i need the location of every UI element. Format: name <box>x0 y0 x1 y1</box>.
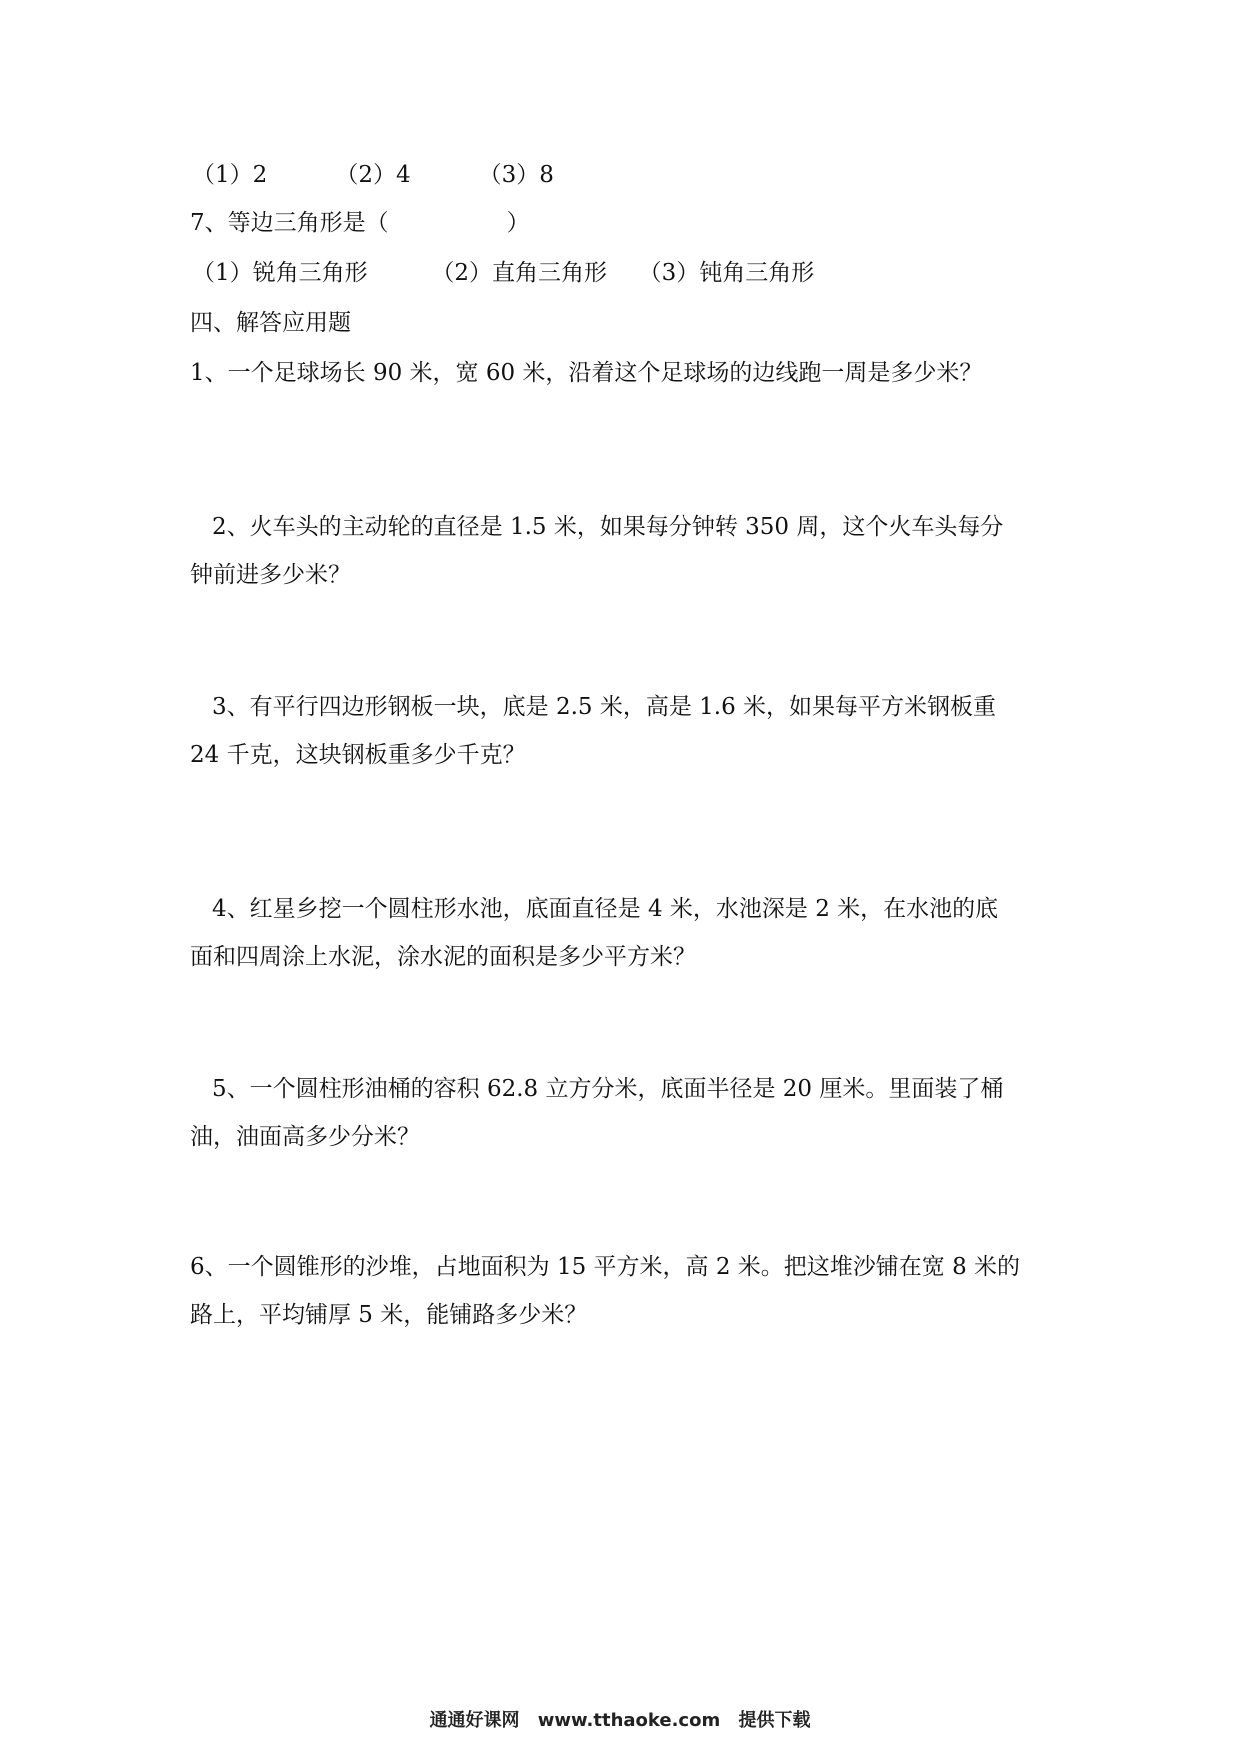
q7-option-1: （1）锐角三角形 <box>192 260 368 286</box>
problem-6-line-1: 6、一个圆锥形的沙堆，占地面积为 15 平方米，高 2 米。把这堆沙铺在宽 8 米的 <box>190 1254 1021 1280</box>
q7-stem-text: 7、等边三角形是（ <box>190 210 389 236</box>
footer-url[interactable]: www.tthaoke.com <box>537 1710 721 1731</box>
section4-heading: 四、解答应用题 <box>190 310 351 336</box>
q6-option-3: （3）8 <box>478 162 554 188</box>
problem-5-line-2: 油，油面高多少分米？ <box>190 1124 420 1150</box>
problem-1-line-1: 1、一个足球场长 90 米，宽 60 米，沿着这个足球场的边线跑一周是多少米？ <box>190 360 983 386</box>
problem-4-line-2: 面和四周涂上水泥，涂水泥的面积是多少平方米？ <box>190 944 696 970</box>
q6-option-2: （2）4 <box>335 162 411 188</box>
q7-close-paren: ） <box>506 210 530 236</box>
footer-suffix: 提供下载 <box>738 1710 811 1731</box>
q7-option-2: （2）直角三角形 <box>431 260 607 286</box>
q7-option-3: （3）钝角三角形 <box>638 260 815 286</box>
problem-5-line-1: 5、一个圆柱形油桶的容积 62.8 立方分米，底面半径是 20 厘米。里面装了桶 <box>212 1076 1004 1102</box>
q6-option-1: （1）2 <box>192 162 268 188</box>
problem-4-line-1: 4、红星乡挖一个圆柱形水池，底面直径是 4 米，水池深是 2 米，在水池的底 <box>212 896 999 922</box>
problem-6-line-2: 路上，平均铺厚 5 米，能铺路多少米？ <box>190 1302 588 1328</box>
problem-3-line-2: 24 千克，这块钢板重多少千克？ <box>190 742 526 768</box>
q6-options-row <box>192 164 554 187</box>
q7-options-row <box>192 262 814 285</box>
problem-3-line-1: 3、有平行四边形钢板一块，底是 2.5 米，高是 1.6 米，如果每平方米钢板重 <box>212 694 997 720</box>
problem-2-line-2: 钟前进多少米？ <box>190 562 351 588</box>
page-footer <box>0 1706 1240 1732</box>
footer-site-name: 通通好课网 <box>429 1710 520 1731</box>
problem-2-line-1: 2、火车头的主动轮的直径是 1.5 米，如果每分钟转 350 周，这个火车头每分 <box>212 514 1004 540</box>
q7-stem <box>190 212 530 235</box>
